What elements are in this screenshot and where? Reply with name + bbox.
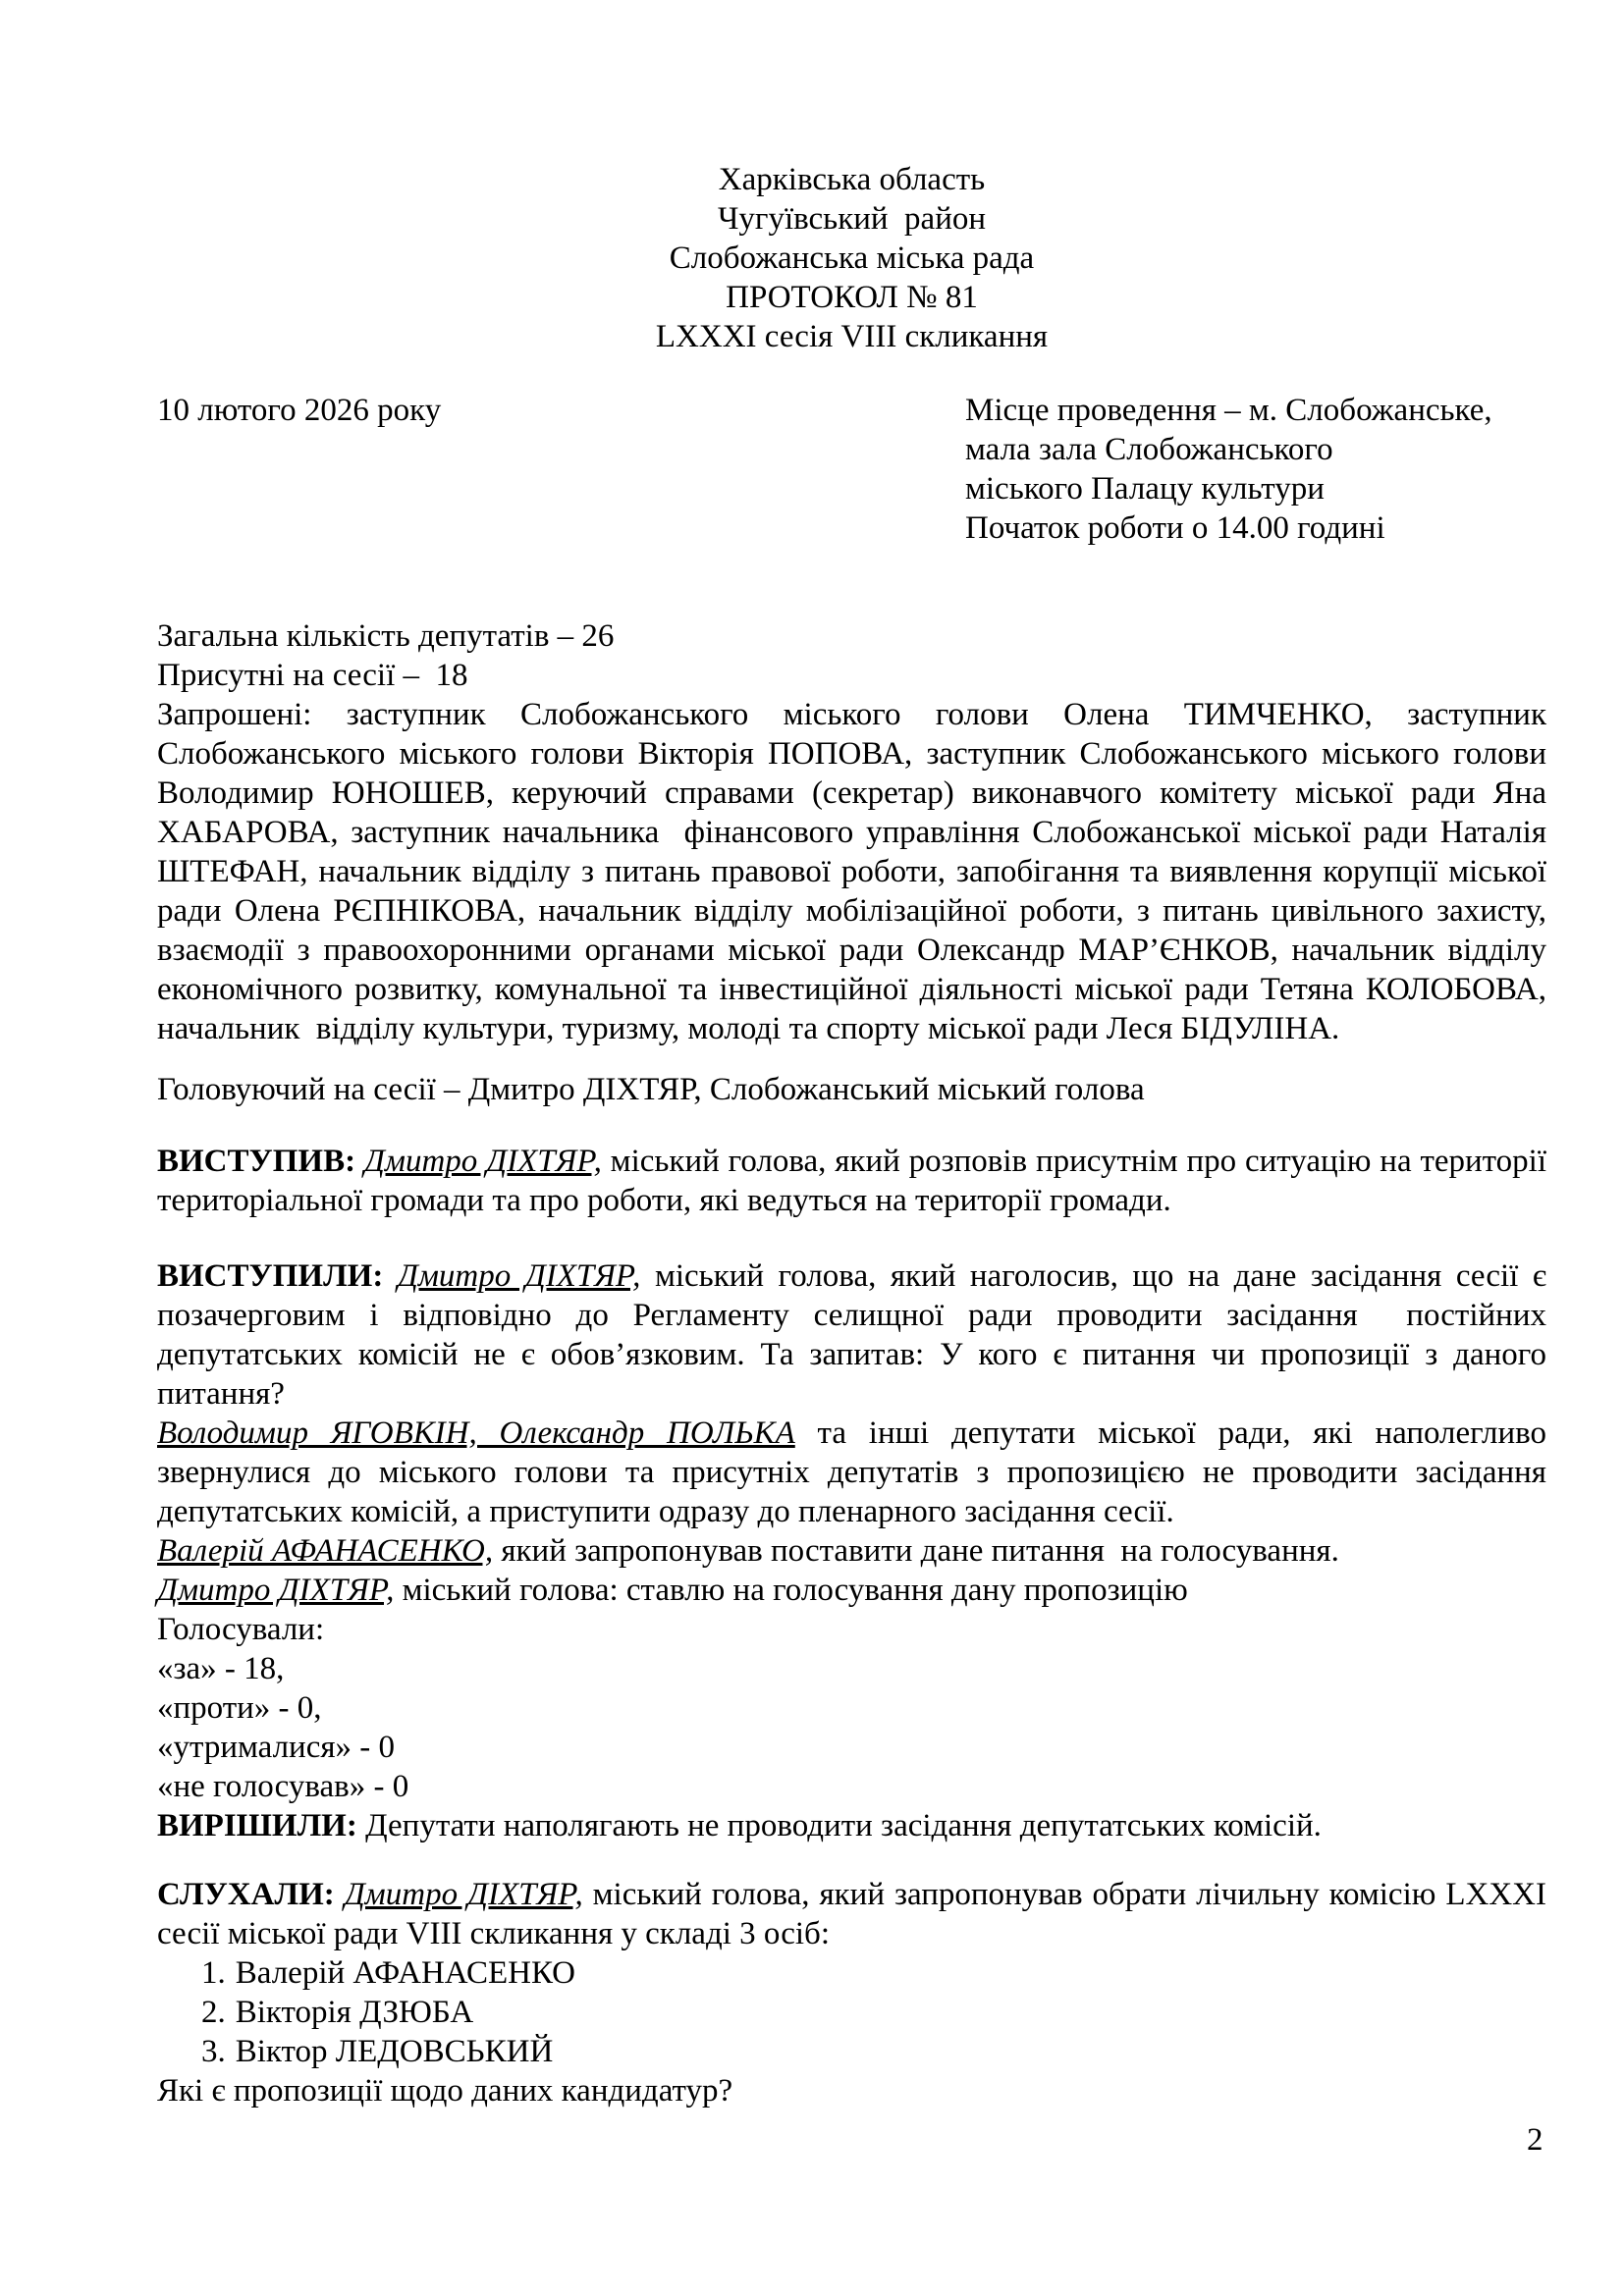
- session-date: 10 лютого 2026 року: [157, 393, 442, 428]
- page-number: 2: [1527, 2122, 1543, 2158]
- candidates-question: Які є пропозиції щодо даних кандидатур?: [157, 2073, 733, 2109]
- speaker-name: Дмитро ДІХТЯР,: [397, 1258, 641, 1294]
- speaker-name: Дмитро ДІХТЯР,: [344, 1877, 583, 1912]
- deputies-appeal-paragraph: [157, 1414, 1546, 1531]
- spoke-paragraph: [157, 1142, 1546, 1220]
- header-district-line: Чугуївський район: [717, 201, 987, 237]
- decided-label: ВИРІШИЛИ:: [157, 1808, 357, 1843]
- heard-section: [157, 1875, 1546, 2110]
- candidate-number: 1.: [201, 1955, 226, 1991]
- spoke-plural-paragraph: [157, 1256, 1546, 1414]
- candidate-name: Валерій АФАНАСЕНКО: [235, 1955, 576, 1991]
- place-line: міського Палацу культури: [965, 471, 1325, 507]
- speaker-name: Валерій АФАНАСЕНКО,: [157, 1533, 494, 1569]
- document-header: [157, 0, 1546, 356]
- voting-heading: Голосували:: [157, 1612, 325, 1647]
- candidate-name: Віктор ЛЕДОВСЬКИЙ: [235, 2034, 554, 2069]
- meta-row: [157, 391, 1546, 548]
- header-region-line: Харківська область: [718, 162, 986, 197]
- document-content: [157, 0, 1546, 2110]
- deputies-names: Володимир ЯГОВКІН, Олександр ПОЛЬКА: [157, 1415, 795, 1451]
- candidate-item: [157, 1953, 1546, 1993]
- candidate-number: 3.: [201, 2034, 226, 2069]
- deputies-appeal-text: та інші депутати міської ради, які наполегливо звернулися до міського голови та присутніх депутатів з пропозицією не проводити засідання депутатських комісій, а приступити одразу до пленарного засідання сесії.: [157, 1415, 1546, 1529]
- vote-against-line: «проти» - 0,: [157, 1690, 322, 1726]
- place-line: Місце проведення – м. Слобожанське,: [965, 393, 1492, 428]
- heard-paragraph: [157, 1875, 1546, 1953]
- header-session-line: LXXXI сесія VIII скликання: [655, 319, 1049, 354]
- dikhtiar-vote-paragraph: [157, 1571, 1546, 1610]
- vote-for-line: «за» - 18,: [157, 1651, 285, 1686]
- attendance-section: [157, 616, 1546, 1048]
- dikhtiar-vote-text: міський голова: ставлю на голосування дану пропозицію: [394, 1573, 1188, 1608]
- voting-block: [157, 1610, 1546, 1806]
- candidate-number: 2.: [201, 1995, 226, 2030]
- afanasenko-text: який запропонував поставити дане питання на голосування.: [493, 1533, 1339, 1569]
- spoke-plural-text: міський голова, який наголосив, що на дане засідання сесії є позачерговим і відповідно до Регламенту селищної ради проводити засідання постійних депутатських комісій не є обов’язковим. Та запитав: У кого є питання чи пропозиції з даного питання?: [157, 1258, 1547, 1412]
- invited-paragraph: Запрошені: заступник Слобожанського міського голови Олена ТИМЧЕНКО, заступник Слобожанського міського голови Вікторія ПОПОВА, заступник Слобожанського міського голови Володимир ЮНОШЕВ, керуючий справами (секретар) виконавчого комітету міської ради Яна ХАБАРОВА, заступник начальника фінансового управління Слобожанської міської ради Наталія ШТЕФАН, начальник відділу з питань правової роботи, запобігання та виявлення корупції міської ради Олена РЄПНІКОВА, начальник відділу мобілізаційної роботи, з питань цивільного захисту, взаємодії з правоохоронними органами міської ради Олександр МАР’ЄНКОВ, начальник відділу економічного розвитку, комунальної та інвестиційної діяльності міської ради Тетяна КОЛОБОВА, начальник відділу культури, туризму, молоді та спорту міської ради Леся БІДУЛІНА.: [157, 697, 1546, 1046]
- candidate-item: [157, 1993, 1546, 2032]
- candidate-name: Вікторія ДЗЮБА: [235, 1995, 474, 2030]
- vote-abstained-line: «утрималися» - 0: [157, 1730, 396, 1765]
- decided-text: Депутати наполягають не проводити засідання депутатських комісій.: [356, 1808, 1322, 1843]
- heard-label: СЛУХАЛИ:: [157, 1877, 345, 1912]
- afanasenko-paragraph: [157, 1531, 1546, 1571]
- vote-notvoted-line: «не голосував» - 0: [157, 1769, 409, 1804]
- speaker-name: Дмитро ДІХТЯР,: [157, 1573, 395, 1608]
- place-line: Початок роботи о 14.00 годині: [965, 510, 1385, 546]
- spoke-text: міський голова, який розповів присутнім про ситуацію на території територіальної громади та про роботи, які ведуться на території громади.: [157, 1144, 1546, 1218]
- speaker-name: Дмитро ДІХТЯР,: [363, 1144, 602, 1179]
- header-council-line: Слобожанська міська рада: [669, 240, 1035, 276]
- header-protocol-number: ПРОТОКОЛ № 81: [726, 280, 978, 315]
- deputies-present-line: Присутні на сесії – 18: [157, 658, 468, 693]
- candidate-item: [157, 2032, 1546, 2071]
- deputies-total-line: Загальна кількість депутатів – 26: [157, 618, 615, 654]
- session-place: [965, 391, 1546, 548]
- heard-text: міський голова, який запропонував обрати лічильну комісію LXXXI сесії міської ради VIII скликання у складі 3 осіб:: [157, 1877, 1546, 1951]
- decided-paragraph: [157, 1806, 1546, 1845]
- spoke-label: ВИСТУПИВ:: [157, 1144, 364, 1179]
- place-line: мала зала Слобожанського: [965, 432, 1333, 467]
- chair-line: Головуючий на сесії – Дмитро ДІХТЯР, Слобожанський міський голова: [157, 1072, 1145, 1107]
- spoke-plural-label: ВИСТУПИЛИ:: [157, 1258, 398, 1294]
